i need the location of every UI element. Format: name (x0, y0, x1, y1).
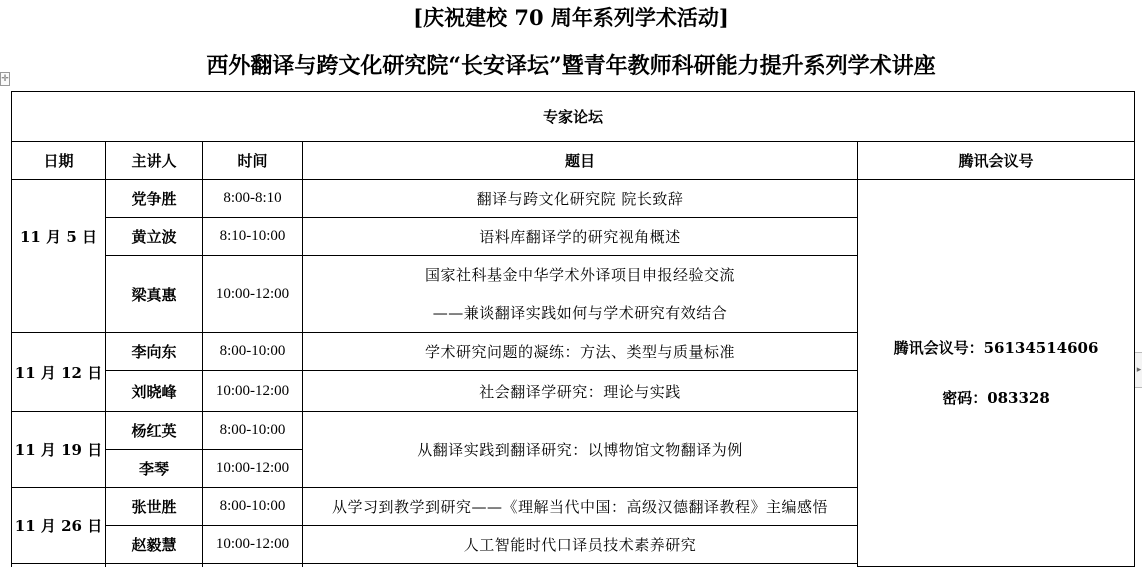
section-title: 专家论坛 (12, 92, 1135, 142)
header-meeting: 腾讯会议号 (858, 142, 1135, 180)
speaker-cell: 刘晓峰 (106, 371, 203, 412)
speaker-cell: 梁真惠 (106, 256, 203, 333)
time-cell: 8:00-10:00 (203, 488, 303, 526)
time-cell: 10:00-12:00 (203, 256, 303, 333)
schedule-table (11, 91, 1135, 567)
speaker-cell: 赵毅慧 (106, 526, 203, 564)
header-topic: 题目 (303, 142, 858, 180)
speaker-cell: 黄立波 (106, 218, 203, 256)
header-date: 日期 (12, 142, 106, 180)
date-cell: 11 月 12 日 (12, 333, 106, 412)
table-row (12, 180, 1135, 218)
date-cell: 11 月 5 日 (12, 180, 106, 333)
page-title: [庆祝建校 70 周年系列学术活动] (413, 5, 729, 30)
speaker-cell: 党争胜 (106, 180, 203, 218)
topic-cell: 社会翻译学研究：理论与实践 (303, 371, 858, 412)
topic-cell (303, 256, 858, 333)
meeting-id: 腾讯会议号：56134514606 (893, 339, 1099, 357)
topic-cell: 语料库翻译学的研究视角概述 (303, 218, 858, 256)
resize-handle-icon[interactable]: ▸ (1134, 352, 1142, 388)
time-cell: 10:00-12:00 (203, 371, 303, 412)
speaker-cell: 李向东 (106, 333, 203, 371)
meeting-info-cell (858, 180, 1135, 567)
page-subtitle: 西外翻译与跨文化研究院“长安译坛”暨青年教师科研能力提升系列学术讲座 (206, 53, 936, 79)
date-cell: 11 月 19 日 (12, 412, 106, 488)
time-cell: 10:00-12:00 (203, 526, 303, 564)
speaker-cell: 李琴 (106, 450, 203, 488)
time-cell: 8:00-8:10 (203, 180, 303, 218)
time-cell: 8:00-10:00 (203, 412, 303, 450)
topic-line-2: ——兼谈翻译实践如何与学术研究有效结合 (432, 304, 728, 322)
time-cell: 8:10-10:00 (203, 218, 303, 256)
speaker-cell: 杨红英 (106, 412, 203, 450)
topic-cell: 翻译与跨文化研究院 院长致辞 (303, 180, 858, 218)
topic-cell: 从翻译实践到翻译研究：以博物馆文物翻译为例 (303, 412, 858, 488)
time-cell: 10:00-12:00 (203, 450, 303, 488)
speaker-cell: 张世胜 (106, 488, 203, 526)
table-move-handle-icon[interactable]: ✛ (1, 74, 9, 84)
topic-line-1: 国家社科基金中华学术外译项目申报经验交流 (424, 266, 735, 284)
meeting-password: 密码：083328 (942, 389, 1050, 407)
topic-cell: 人工智能时代口译员技术素养研究 (303, 526, 858, 564)
topic-cell: 学术研究问题的凝练：方法、类型与质量标准 (303, 333, 858, 371)
header-time: 时间 (203, 142, 303, 180)
header-speaker: 主讲人 (106, 142, 203, 180)
date-cell: 11 月 26 日 (12, 488, 106, 564)
topic-cell: 从学习到教学到研究——《理解当代中国：高级汉德翻译教程》主编感悟 (303, 488, 858, 526)
time-cell: 8:00-10:00 (203, 333, 303, 371)
